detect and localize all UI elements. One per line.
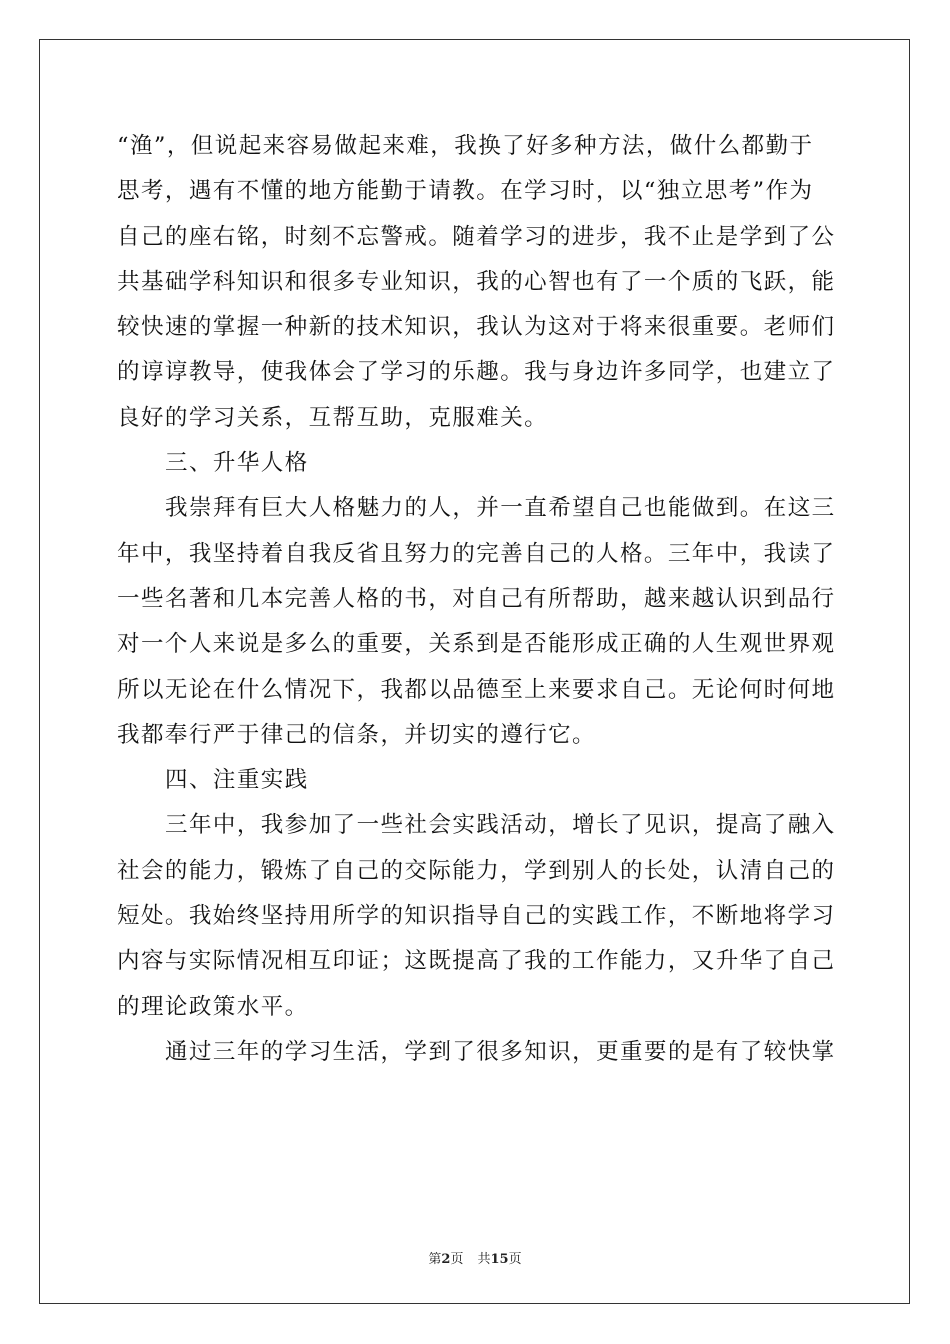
document-body [117,124,837,1075]
text-line: 共基础学科知识和很多专业知识，我的心智也有了一个质的飞跃，能 [117,268,836,295]
text-line: 良好的学习关系，互帮互助，克服难关。 [117,404,549,431]
text-line: 三年中，我参加了一些社会实践活动，增长了见识，提高了融入 [165,812,836,839]
text-line: 一些名著和几本完善人格的书，对自己有所帮助，越来越认识到品行 [117,585,836,612]
text-line: 我崇拜有巨大人格魅力的人，并一直希望自己也能做到。在这三 [165,495,836,522]
text-line: 社会的能力，锻炼了自己的交际能力，学到别人的长处，认清自己的 [117,857,836,884]
text-line: 的谆谆教导，使我体会了学习的乐趣。我与身边许多同学，也建立了 [117,359,836,386]
text-line: 较快速的掌握一种新的技术知识，我认为这对于将来很重要。老师们 [117,314,836,341]
text-line: 思考，遇有不懂的地方能勤于请教。在学习时，以“独立思考”作为 [117,178,814,205]
text-line: 所以无论在什么情况下，我都以品德至上来要求自己。无论何时何地 [117,676,836,703]
text-line: “渔”，但说起来容易做起来难，我换了好多种方法，做什么都勤于 [117,133,814,159]
text-line: 短处。我始终坚持用所学的知识指导自己的实践工作，不断地将学习 [117,903,836,930]
total-prefix: 共 [477,1252,491,1267]
total-suffix: 页 [508,1252,522,1267]
text-line: 内容与实际情况相互印证；这既提高了我的工作能力，又升华了自己 [117,948,836,975]
text-line: 的理论政策水平。 [117,993,309,1020]
page-prefix: 第 [428,1252,442,1267]
page-footer [0,1248,950,1267]
text-line: 自己的座右铭，时刻不忘警戒。随着学习的进步，我不止是学到了公 [117,223,836,250]
page-suffix: 页 [450,1252,464,1267]
text-line: 对一个人来说是多么的重要，关系到是否能形成正确的人生观世界观 [117,631,836,658]
text-line: 我都奉行严于律己的信条，并切实的遵行它。 [117,721,597,748]
total-pages: 15 [490,1252,509,1267]
text-line: 年中，我坚持着自我反省且努力的完善自己的人格。三年中，我读了 [117,540,836,567]
section-heading: 三、升华人格 [165,450,309,477]
text-line: 通过三年的学习生活，学到了很多知识，更重要的是有了较快掌 [165,1038,836,1065]
page-number: 2 [441,1252,451,1267]
section-heading: 四、注重实践 [165,767,309,794]
